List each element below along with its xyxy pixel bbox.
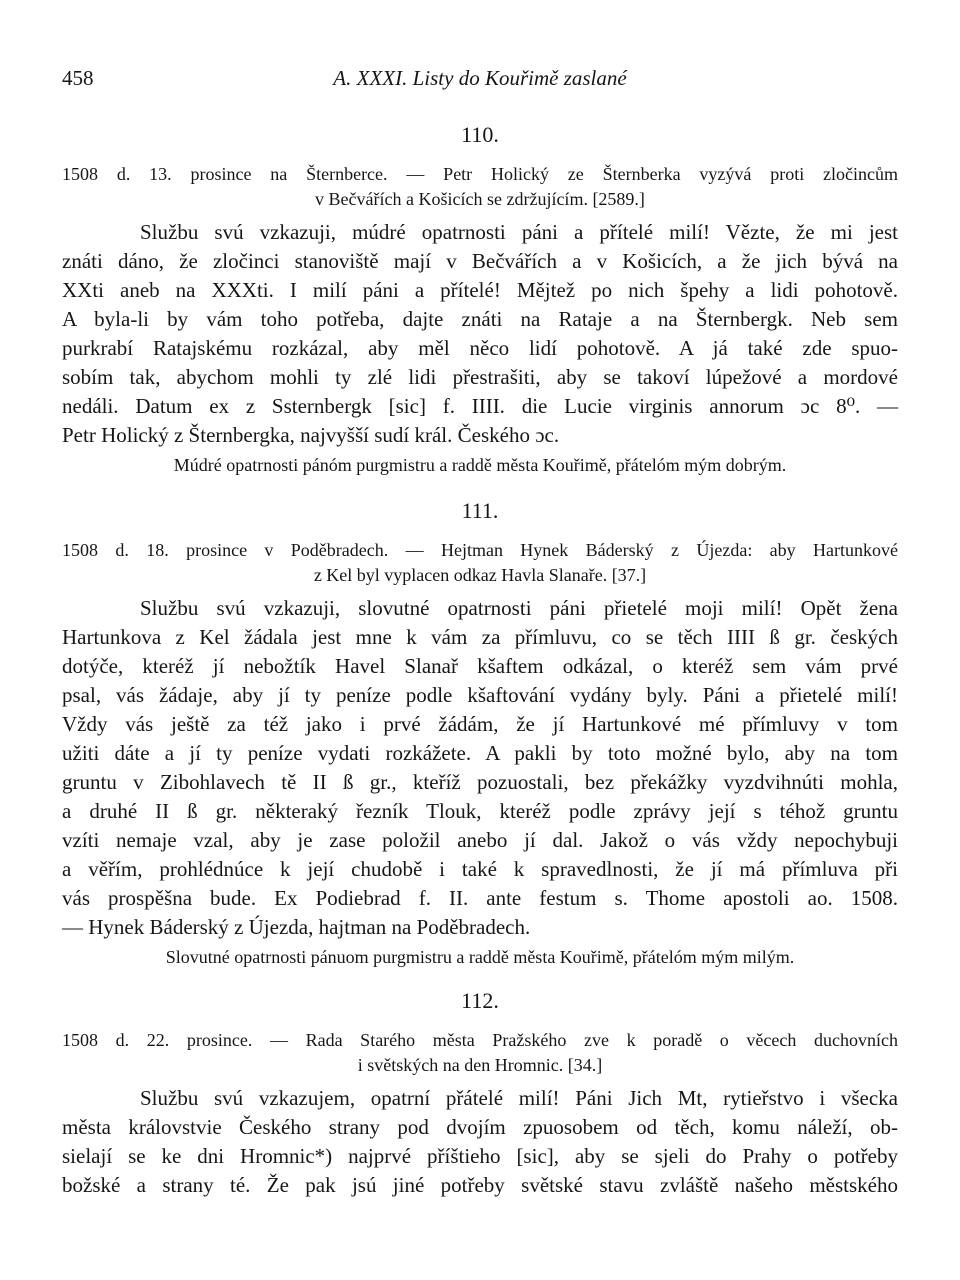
body-line: božské a strany té. Že pak jsú jiné potřeby světské stavu zvláště našeho městského — [62, 1173, 898, 1197]
body-line: vzíti nemaje vzal, aby je zase položil anebo jí dal. Jakož o vás vždy nepochybuji — [62, 828, 898, 852]
regest-line: 1508 d. 18. prosince v Poděbradech. — Hejtman Hynek Báderský z Újezda: aby Hartunkové — [62, 540, 898, 560]
body-line: města královstvie Českého strany pod dvojím zpuosobem od těch, komu náleží, ob- — [62, 1115, 898, 1139]
body-line: Hartunkova z Kel žádala jest mne k vám za přímluvu, co se těch IIII ß gr. českých — [62, 625, 898, 649]
body-line: sielají se ke dni Hromnic*) najprvé příštieho [sic], aby se sjeli do Prahy o potřeby — [62, 1144, 898, 1168]
page-header — [62, 66, 898, 98]
body-line: Petr Holický z Šternbergka, najvyšší sudí král. Českého ɔc. — [62, 423, 560, 447]
document-112 — [62, 986, 898, 1200]
document-111 — [62, 496, 898, 970]
document-regest — [62, 162, 898, 212]
body-line: nedáli. Datum ex z Ssternbergk [sic] f. IIII. die Lucie virginis annorum ɔc 8⁰. — — [62, 394, 898, 418]
body-line: Službu svú vzkazuji, múdré opatrnosti páni a přítelé milí! Vězte, že mi jest — [140, 220, 898, 244]
body-line: dotýče, kteréž jí nebožtík Havel Slanař kšaftem odkázal, o kteréž sem vám prvé — [62, 654, 898, 678]
body-line: purkrabí Ratajskému rozkázal, aby měl něco lidí pohotově. A já také zde spuo- — [62, 336, 898, 360]
regest-line: v Bečvářích a Košicích se zdržujícím. [2589.] — [315, 189, 645, 209]
body-line: gruntu v Zibohlavech tě II ß gr., kteříž pozuostali, bez překážky vyzdvihnúti mohla, — [62, 770, 898, 794]
document-110 — [62, 120, 898, 478]
body-line: vás prospěšna bude. Ex Podiebrad f. II. ante festum s. Thome apostoli ao. 1508. — [62, 886, 898, 910]
document-regest — [62, 538, 898, 588]
body-line: znáti dáno, že zločinci stanoviště mají v Bečvářích a v Košicích, a že jich bývá na — [62, 249, 898, 273]
regest-line: 1508 d. 22. prosince. — Rada Starého města Pražského zve k poradě o věcech duchovních — [62, 1030, 898, 1050]
letter-body — [62, 594, 898, 942]
body-line: Službu svú vzkazuji, slovutné opatrnosti páni přietelé moji milí! Opět žena — [140, 596, 898, 620]
document-number: 111. — [461, 498, 499, 523]
body-line: užiti dáte a jí ty peníze vydati rozkážete. A pakli by toto možné bylo, aby na tom — [62, 741, 898, 765]
page-number: 458 — [62, 66, 94, 90]
regest-line: 1508 d. 13. prosince na Šternberce. — Petr Holický ze Šternberka vyzývá proti zločincům — [62, 164, 898, 184]
document-number: 110. — [461, 122, 499, 147]
letter-address: Slovutné opatrnosti pánuom purgmistru a raddě města Kouřimě, přátelóm mým milým. — [165, 947, 795, 967]
running-title: A. XXXI. Listy do Kouřimě zaslané — [333, 66, 627, 90]
regest-line: z Kel byl vyplacen odkaz Havla Slanaře. [37.] — [313, 565, 647, 585]
letter-body — [62, 218, 898, 450]
body-line: a druhé II ß gr. některaký řezník Tlouk, kteréž podle zprávy její s téhož gruntu — [62, 799, 898, 823]
body-line: XXti aneb na XXXti. I milí páni a přítelé! Mějtež po nich špehy a lidi pohotově. — [62, 278, 898, 302]
body-line: Službu svú vzkazujem, opatrní přátelé milí! Páni Jich Mt, rytieřstvo i všecka — [140, 1086, 898, 1110]
body-line: Vždy vás ještě za též jako i prvé žádám, že jí Hartunkové mé přímluvy v tom — [62, 712, 898, 736]
document-number: 112. — [461, 988, 499, 1013]
body-line: A byla-li by vám toho potřeba, dajte znáti na Rataje a na Šternbergk. Neb sem — [62, 307, 898, 331]
letter-address: Múdré opatrnosti pánóm purgmistru a raddě města Kouřimě, přátelóm mým dobrým. — [173, 455, 787, 475]
body-line: — Hynek Báderský z Újezda, hajtman na Poděbradech. — [62, 915, 531, 939]
document-regest — [62, 1028, 898, 1078]
body-line: psal, vás žádaje, aby jí ty peníze podle kšaftování vydány byly. Páni a přietelé milí! — [62, 683, 898, 707]
letter-body — [62, 1084, 898, 1200]
regest-line: i světských na den Hromnic. [34.] — [357, 1055, 603, 1075]
body-line: sobím tak, abychom mohli ty zlé lidi přestrašiti, aby se takoví lúpežové a mordové — [62, 365, 898, 389]
body-line: a věřím, prohlédnúce k její chudobě i také k spravedlnosti, že jí má přímluva při — [62, 857, 898, 881]
